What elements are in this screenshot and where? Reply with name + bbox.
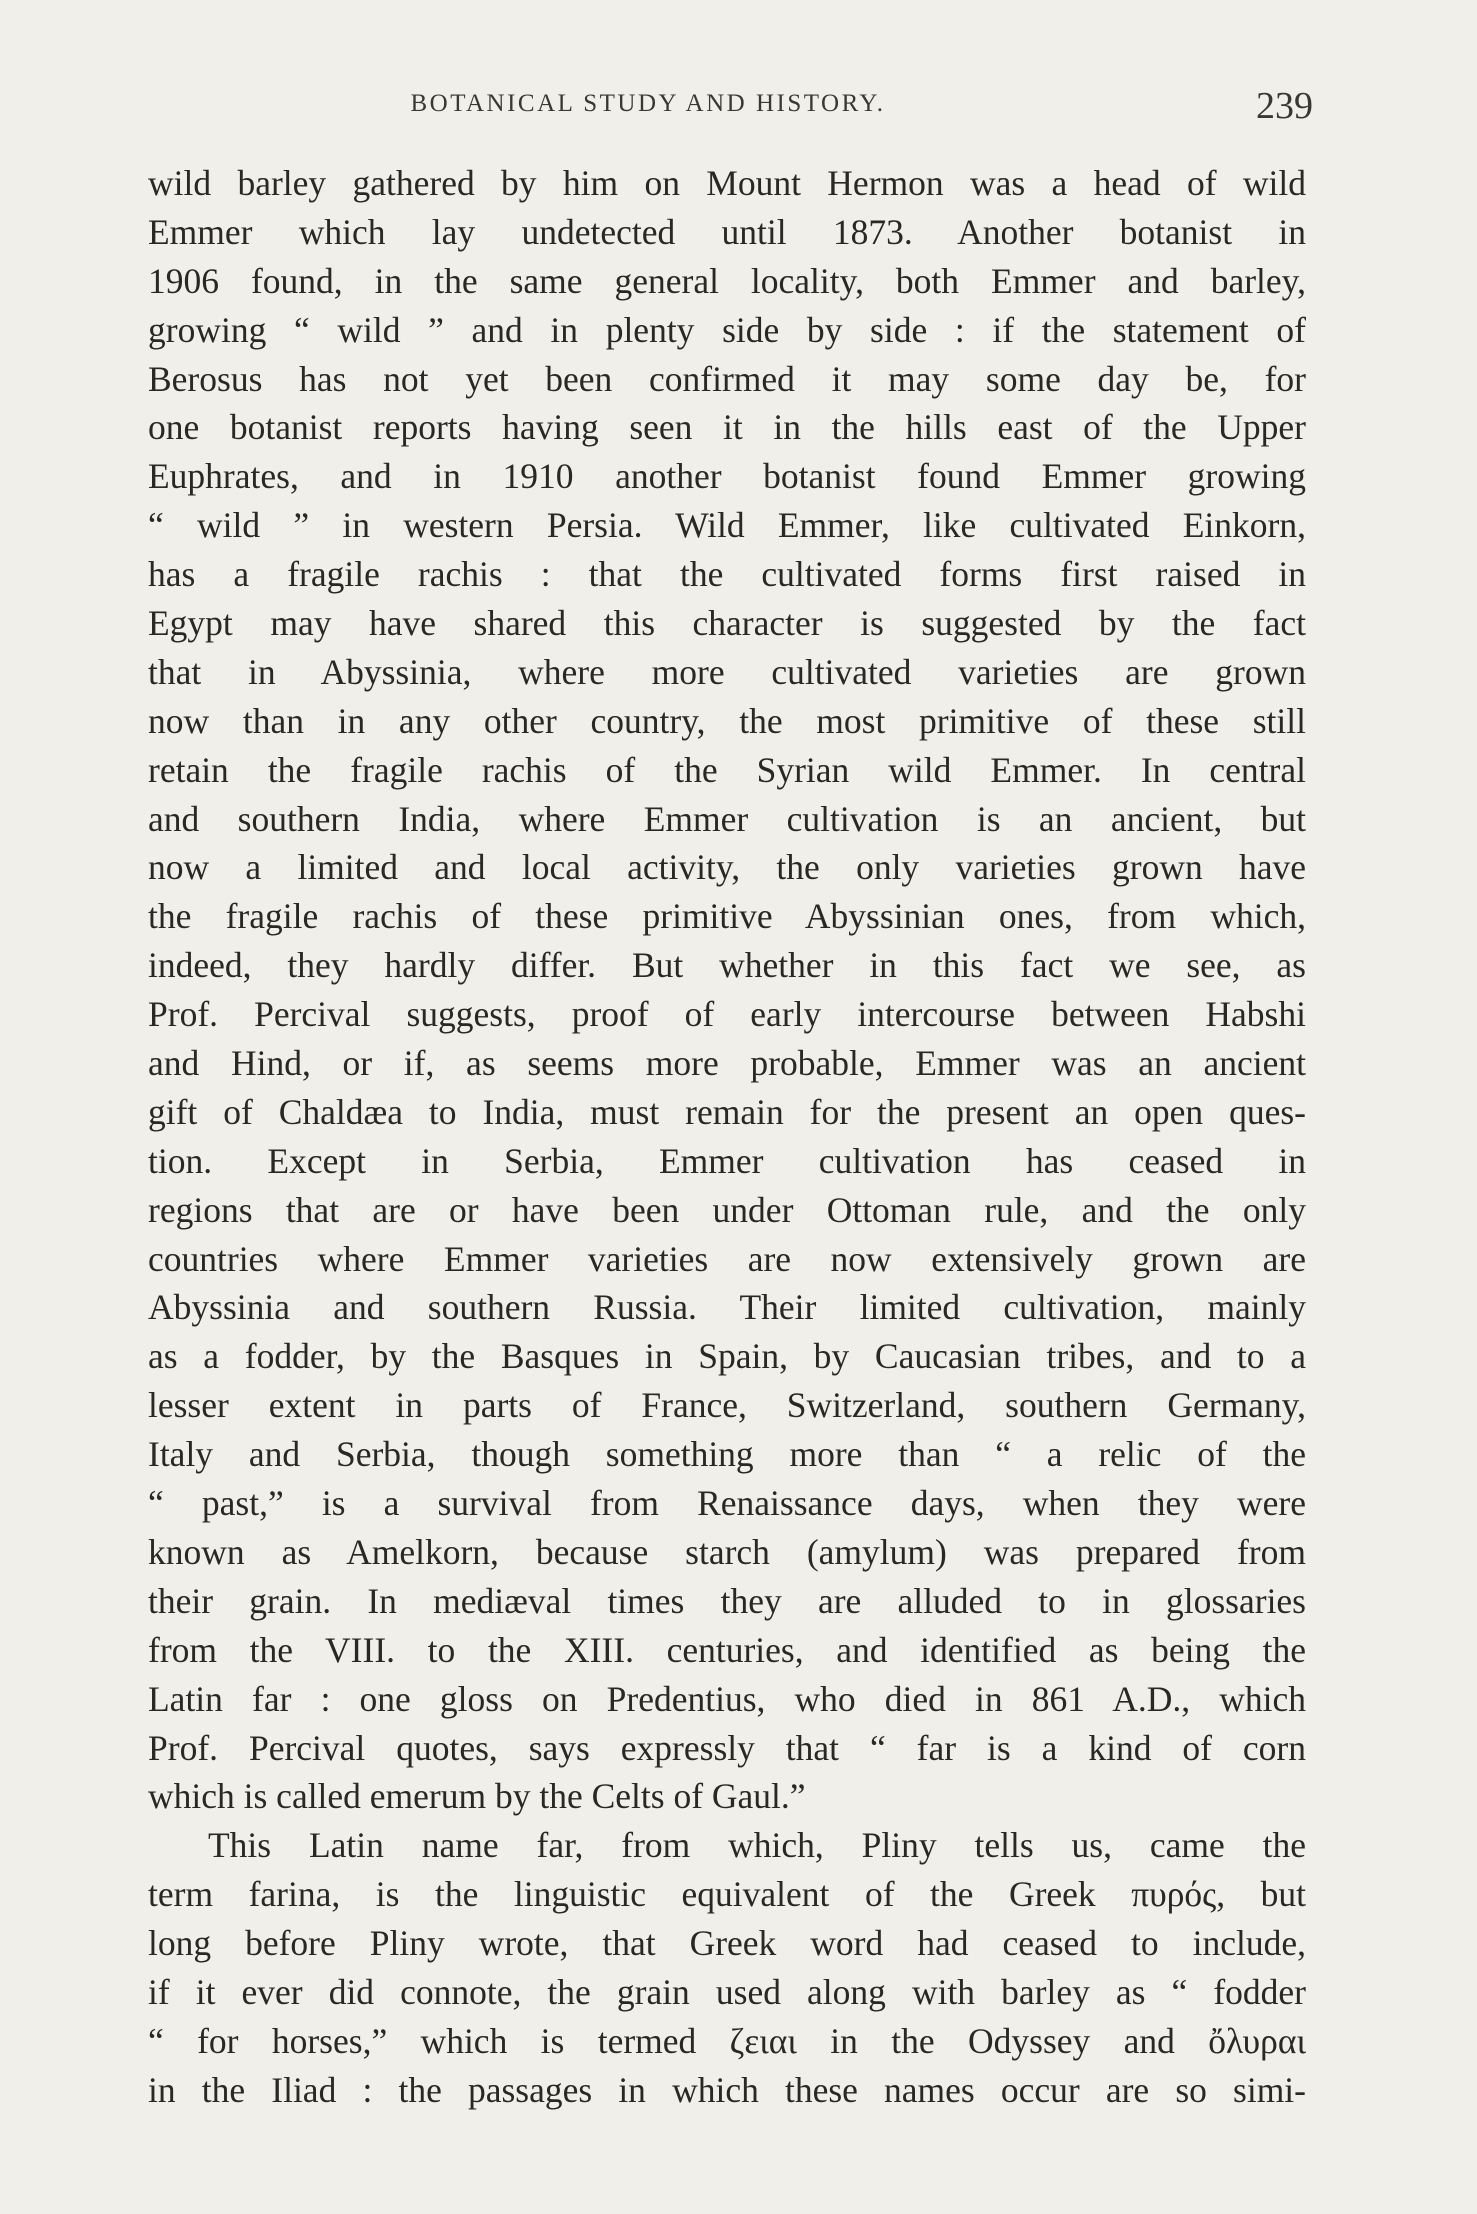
text-line: lesser extent in parts of France, Switzerland, southern Germany,: [148, 1385, 1306, 1426]
text-line: now a limited and local activity, the only varieties grown have: [148, 847, 1306, 888]
text-line: Berosus has not yet been confirmed it may some day be, for: [148, 358, 1306, 399]
text-line: countries where Emmer varieties are now extensively grown are: [148, 1238, 1306, 1279]
text-line: indeed, they hardly differ. But whether in this fact we see, as: [148, 945, 1306, 986]
text-line: that in Abyssinia, where more cultivated varieties are grown: [148, 651, 1306, 692]
text-line: Latin far : one gloss on Predentius, who died in 861 A.D., which: [148, 1678, 1306, 1719]
page-number: 239: [1256, 85, 1313, 127]
text-line: as a fodder, by the Basques in Spain, by Caucasian tribes, and to a: [148, 1336, 1306, 1377]
text-line: has a fragile rachis : that the cultivated forms first raised in: [148, 554, 1306, 595]
text-line: regions that are or have been under Ottoman rule, and the only: [148, 1189, 1306, 1230]
text-line: their grain. In mediæval times they are alluded to in glossaries: [148, 1580, 1306, 1621]
text-line: wild barley gathered by him on Mount Hermon was a head of wild: [148, 163, 1306, 203]
text-line: one botanist reports having seen it in the hills east of the Upper: [148, 407, 1306, 448]
text-line: Abyssinia and southern Russia. Their limited cultivation, mainly: [148, 1287, 1306, 1328]
running-head: [148, 84, 1313, 134]
text-line: gift of Chaldæa to India, must remain for the present an open ques-: [148, 1091, 1306, 1132]
text-line: known as Amelkorn, because starch (amylum) was prepared from: [148, 1531, 1306, 1572]
text-line: retain the fragile rachis of the Syrian wild Emmer. In central: [148, 749, 1306, 790]
text-line: now than in any other country, the most primitive of these still: [148, 700, 1306, 741]
text-line: “ wild ” in western Persia. Wild Emmer, like cultivated Einkorn,: [148, 505, 1306, 546]
text-line: and southern India, where Emmer cultivation is an ancient, but: [148, 798, 1306, 839]
body-text: [148, 159, 1306, 2115]
text-line: Italy and Serbia, though something more than “ a relic of the: [148, 1434, 1306, 1475]
text-line: the fragile rachis of these primitive Abyssinian ones, from which,: [148, 896, 1306, 937]
text-line: Prof. Percival quotes, says expressly that “ far is a kind of corn: [148, 1727, 1306, 1768]
text-line: Emmer which lay undetected until 1873. Another botanist in: [148, 211, 1306, 252]
text-line: Prof. Percival suggests, proof of early intercourse between Habshi: [148, 994, 1306, 1035]
text-line: Egypt may have shared this character is suggested by the fact: [148, 603, 1306, 644]
text-line: 1906 found, in the same general locality, both Emmer and barley,: [148, 260, 1306, 301]
text-line: “ past,” is a survival from Renaissance days, when they were: [148, 1483, 1306, 1524]
running-title: BOTANICAL STUDY AND HISTORY.: [410, 90, 886, 117]
text-line: which is called emerum by the Celts of Gaul.”: [148, 1776, 806, 1817]
text-line: tion. Except in Serbia, Emmer cultivation has ceased in: [148, 1140, 1306, 1181]
text-line: This Latin name far, from which, Pliny tells us, came the: [208, 1825, 1306, 1866]
text-line: “ for horses,” which is termed ζειαι in the Odyssey and ὄλυραι: [148, 2020, 1306, 2061]
text-line: long before Pliny wrote, that Greek word had ceased to include,: [148, 1923, 1306, 1964]
text-line: term farina, is the linguistic equivalent of the Greek πυρός, but: [148, 1874, 1306, 1915]
text-line: in the Iliad : the passages in which these names occur are so simi-: [148, 2069, 1306, 2110]
text-line: if it ever did connote, the grain used along with barley as “ fodder: [148, 1971, 1306, 2012]
text-line: and Hind, or if, as seems more probable, Emmer was an ancient: [148, 1043, 1306, 1084]
text-line: from the VIII. to the XIII. centuries, and identified as being the: [148, 1629, 1306, 1670]
text-line: Euphrates, and in 1910 another botanist found Emmer growing: [148, 456, 1306, 497]
text-line: growing “ wild ” and in plenty side by side : if the statement of: [148, 309, 1306, 350]
